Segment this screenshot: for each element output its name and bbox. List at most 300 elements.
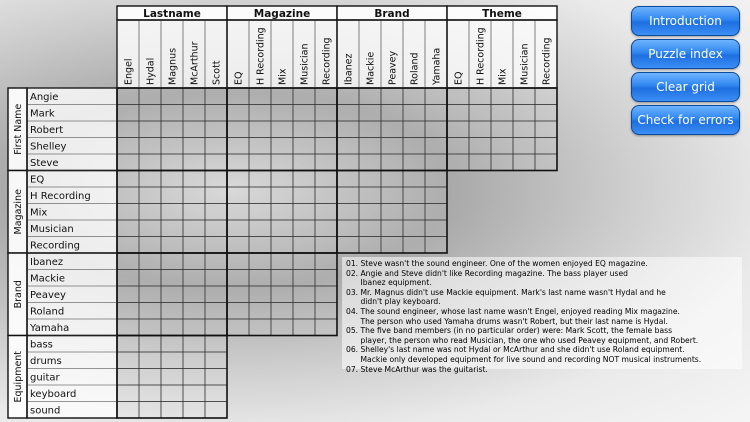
grid-cell[interactable]	[403, 237, 425, 254]
grid-cell[interactable]	[469, 88, 491, 105]
grid-cell[interactable]	[183, 154, 205, 171]
grid-cell[interactable]	[293, 303, 315, 320]
grid-cell[interactable]	[513, 88, 535, 105]
grid-cell[interactable]	[117, 253, 139, 270]
column-label: EQ	[233, 71, 245, 85]
row-group-title: Equipment	[13, 350, 24, 403]
grid-cell[interactable]	[117, 88, 139, 105]
column-label: Mix	[277, 68, 289, 85]
grid-cell[interactable]	[293, 253, 315, 270]
grid-cell[interactable]	[425, 121, 447, 138]
grid-cell[interactable]	[381, 105, 403, 122]
grid-cell[interactable]	[227, 88, 249, 105]
grid-cell[interactable]	[425, 220, 447, 237]
grid-cell[interactable]	[403, 154, 425, 171]
grid-cell[interactable]	[293, 204, 315, 221]
grid-cell[interactable]	[381, 220, 403, 237]
grid-cell[interactable]	[117, 270, 139, 287]
grid-cell[interactable]	[117, 336, 139, 353]
grid-cell[interactable]	[183, 303, 205, 320]
grid-cell[interactable]	[425, 88, 447, 105]
column-label: EQ	[453, 71, 465, 85]
grid-cell[interactable]	[271, 105, 293, 122]
grid-cell[interactable]	[249, 253, 271, 270]
clue-line: 01. Steve wasn't the sound engineer. One of the women enjoyed EQ magazine.	[346, 259, 648, 268]
clue-line: 05. The five band members (in no particular order) were: Mark Scott, the female bass	[346, 326, 673, 336]
grid-cell[interactable]	[205, 303, 227, 320]
grid-cell[interactable]	[359, 121, 381, 138]
grid-cell[interactable]	[117, 286, 139, 303]
grid-cell[interactable]	[293, 138, 315, 155]
grid-cell[interactable]	[293, 237, 315, 254]
grid-cell[interactable]	[205, 204, 227, 221]
grid-cell[interactable]	[293, 187, 315, 204]
grid-cell[interactable]	[227, 286, 249, 303]
grid-cell[interactable]	[403, 138, 425, 155]
grid-cell[interactable]	[227, 253, 249, 270]
grid-cell[interactable]	[183, 385, 205, 402]
grid-cell[interactable]	[403, 204, 425, 221]
grid-cell[interactable]	[315, 154, 337, 171]
grid-cell[interactable]	[293, 88, 315, 105]
grid-cell[interactable]	[293, 220, 315, 237]
grid-cell[interactable]	[425, 105, 447, 122]
grid-cell[interactable]	[271, 187, 293, 204]
grid-cell[interactable]	[227, 204, 249, 221]
column-label: Mackie	[365, 51, 377, 85]
grid-cell[interactable]	[161, 385, 183, 402]
grid-cell[interactable]	[425, 138, 447, 155]
grid-cell[interactable]	[183, 138, 205, 155]
column-label: Magnus	[167, 47, 179, 85]
grid-cell[interactable]	[117, 204, 139, 221]
grid-cell[interactable]	[161, 138, 183, 155]
row-label: Steve	[30, 158, 59, 169]
clear-grid-button[interactable]: Clear grid	[631, 72, 740, 102]
grid-cell[interactable]	[337, 121, 359, 138]
grid-cell[interactable]	[271, 286, 293, 303]
column-label: Recording	[321, 37, 333, 85]
grid-cell[interactable]	[139, 88, 161, 105]
grid-cell[interactable]	[183, 319, 205, 336]
grid-cell[interactable]	[139, 253, 161, 270]
grid-cell[interactable]	[403, 88, 425, 105]
grid-cell[interactable]	[205, 171, 227, 188]
grid-cell[interactable]	[315, 319, 337, 336]
grid-cell[interactable]	[205, 369, 227, 386]
column-label: Musician	[519, 43, 531, 85]
grid-cell[interactable]	[359, 237, 381, 254]
grid-cell[interactable]	[205, 121, 227, 138]
grid-cell[interactable]	[293, 286, 315, 303]
grid-cell[interactable]	[161, 171, 183, 188]
grid-cell[interactable]	[425, 154, 447, 171]
grid-cell[interactable]	[359, 220, 381, 237]
grid-cell[interactable]	[337, 187, 359, 204]
grid-cell[interactable]	[315, 171, 337, 188]
column-label: Scott	[211, 60, 223, 85]
column-label: Recording	[541, 37, 553, 85]
grid-cell[interactable]	[205, 105, 227, 122]
grid-cell[interactable]	[139, 105, 161, 122]
grid-cell[interactable]	[161, 105, 183, 122]
grid-cell[interactable]	[139, 369, 161, 386]
grid-cell[interactable]	[249, 187, 271, 204]
grid-cell[interactable]	[249, 171, 271, 188]
grid-cell[interactable]	[205, 319, 227, 336]
grid-cell[interactable]	[249, 105, 271, 122]
grid-cell[interactable]	[249, 154, 271, 171]
grid-cell[interactable]	[447, 88, 469, 105]
grid-cell[interactable]	[205, 187, 227, 204]
grid-cell[interactable]	[337, 154, 359, 171]
grid-cell[interactable]	[337, 204, 359, 221]
grid-cell[interactable]	[161, 286, 183, 303]
grid-cell[interactable]	[249, 121, 271, 138]
column-label: Ibanez	[343, 53, 355, 85]
grid-cell[interactable]	[249, 88, 271, 105]
grid-cell[interactable]	[359, 154, 381, 171]
grid-cell[interactable]	[381, 138, 403, 155]
clue-line: 04. The sound engineer, whose last name wasn't Engel, enjoyed reading Mix magazine.	[346, 306, 680, 316]
grid-cell[interactable]	[183, 88, 205, 105]
grid-cell[interactable]	[535, 154, 557, 171]
grid-cell[interactable]	[271, 220, 293, 237]
grid-cell[interactable]	[293, 171, 315, 188]
row-label: bass	[30, 339, 53, 351]
grid-cell[interactable]	[117, 105, 139, 122]
grid-cell[interactable]	[117, 171, 139, 188]
clue-line: Mackie only developed equipment for live sound and recording NOT musical instruments.	[346, 354, 702, 364]
grid-cell[interactable]	[513, 138, 535, 155]
grid-cell[interactable]	[249, 319, 271, 336]
grid-cell[interactable]	[315, 303, 337, 320]
grid-cell[interactable]	[491, 121, 513, 138]
grid-cell[interactable]	[403, 105, 425, 122]
grid-cell[interactable]	[249, 270, 271, 287]
grid-cell[interactable]	[249, 204, 271, 221]
grid-cell[interactable]	[205, 385, 227, 402]
grid-cell[interactable]	[381, 237, 403, 254]
grid-cell[interactable]	[183, 369, 205, 386]
grid-cell[interactable]	[183, 220, 205, 237]
grid-cell[interactable]	[249, 303, 271, 320]
grid-cell[interactable]	[403, 121, 425, 138]
grid-cell[interactable]	[161, 220, 183, 237]
grid-cell[interactable]	[183, 187, 205, 204]
grid-cell[interactable]	[161, 319, 183, 336]
grid-cell[interactable]	[139, 237, 161, 254]
grid-cell[interactable]	[271, 154, 293, 171]
grid-cell[interactable]	[359, 187, 381, 204]
column-label: H Recording	[255, 27, 267, 85]
row-label: Mix	[30, 207, 48, 219]
grid-cell[interactable]	[513, 121, 535, 138]
check-errors-button[interactable]: Check for errors	[631, 105, 740, 135]
grid-cell[interactable]	[161, 369, 183, 386]
grid-cell[interactable]	[315, 105, 337, 122]
grid-cell[interactable]	[205, 138, 227, 155]
grid-cell[interactable]	[161, 270, 183, 287]
grid-cell[interactable]	[117, 154, 139, 171]
grid-cell[interactable]	[161, 121, 183, 138]
grid-cell[interactable]	[161, 253, 183, 270]
grid-cell[interactable]	[513, 105, 535, 122]
grid-cell[interactable]	[447, 154, 469, 171]
grid-cell[interactable]	[337, 138, 359, 155]
grid-cell[interactable]	[227, 187, 249, 204]
grid-cell[interactable]	[447, 138, 469, 155]
grid-cell[interactable]	[139, 336, 161, 353]
grid-cell[interactable]	[315, 237, 337, 254]
grid-cell[interactable]	[139, 303, 161, 320]
grid-cell[interactable]	[425, 204, 447, 221]
grid-cell[interactable]	[315, 270, 337, 287]
grid-cell[interactable]	[271, 270, 293, 287]
grid-cell[interactable]	[249, 237, 271, 254]
grid-cell[interactable]	[337, 220, 359, 237]
grid-cell[interactable]	[205, 154, 227, 171]
grid-cell[interactable]	[183, 105, 205, 122]
row-group-title: Magazine	[13, 189, 24, 235]
clue-line: 03. Mr. Magnus didn't use Mackie equipment. Mark's last name wasn't Hydal and he	[346, 287, 666, 297]
row-label: guitar	[30, 372, 60, 384]
grid-cell[interactable]	[403, 171, 425, 188]
grid-cell[interactable]	[227, 171, 249, 188]
puzzle-index-button[interactable]: Puzzle index	[631, 39, 740, 69]
grid-cell[interactable]	[183, 171, 205, 188]
grid-cell[interactable]	[183, 352, 205, 369]
grid-cell[interactable]	[161, 402, 183, 419]
grid-cell[interactable]	[403, 187, 425, 204]
grid-cell[interactable]	[513, 154, 535, 171]
grid-cell[interactable]	[469, 154, 491, 171]
grid-cell[interactable]	[161, 154, 183, 171]
grid-cell[interactable]	[337, 237, 359, 254]
grid-cell[interactable]	[205, 286, 227, 303]
column-label: Engel	[123, 58, 135, 85]
grid-cell[interactable]	[491, 154, 513, 171]
grid-cell[interactable]	[425, 171, 447, 188]
grid-cell[interactable]	[183, 336, 205, 353]
grid-cell[interactable]	[117, 402, 139, 419]
grid-cell[interactable]	[183, 270, 205, 287]
grid-cell[interactable]	[117, 369, 139, 386]
column-group-title: Magazine	[253, 8, 311, 20]
row-label: Roland	[30, 306, 65, 318]
grid-cell[interactable]	[139, 352, 161, 369]
grid-cell[interactable]	[491, 138, 513, 155]
grid-cell[interactable]	[227, 105, 249, 122]
grid-cell[interactable]	[293, 105, 315, 122]
grid-cell[interactable]	[205, 253, 227, 270]
grid-cell[interactable]	[271, 319, 293, 336]
grid-cell[interactable]	[139, 171, 161, 188]
grid-cell[interactable]	[469, 121, 491, 138]
grid-cell[interactable]	[161, 336, 183, 353]
grid-cell[interactable]	[337, 88, 359, 105]
grid-cell[interactable]	[117, 138, 139, 155]
grid-cell[interactable]	[183, 204, 205, 221]
grid-cell[interactable]	[139, 385, 161, 402]
grid-cell[interactable]	[535, 121, 557, 138]
grid-cell[interactable]	[315, 204, 337, 221]
grid-cell[interactable]	[315, 253, 337, 270]
grid-cell[interactable]	[381, 121, 403, 138]
grid-cell[interactable]	[535, 138, 557, 155]
column-label: Mix	[497, 68, 509, 85]
grid-cell[interactable]	[337, 171, 359, 188]
row-label: Shelley	[30, 141, 67, 153]
grid-cell[interactable]	[161, 204, 183, 221]
grid-cell[interactable]	[293, 319, 315, 336]
grid-cell[interactable]	[183, 286, 205, 303]
grid-cell[interactable]	[447, 105, 469, 122]
grid-cell[interactable]	[535, 105, 557, 122]
grid-cell[interactable]	[139, 319, 161, 336]
grid-cell[interactable]	[139, 138, 161, 155]
grid-cell[interactable]	[117, 352, 139, 369]
grid-cell[interactable]	[359, 171, 381, 188]
grid-cell[interactable]	[359, 88, 381, 105]
grid-cell[interactable]	[293, 121, 315, 138]
clue-line: player, the person who read Musician, the one who used Peavey equipment, and Robert.	[346, 335, 699, 345]
grid-cell[interactable]	[359, 138, 381, 155]
grid-cell[interactable]	[161, 352, 183, 369]
grid-cell[interactable]	[315, 121, 337, 138]
row-label: drums	[30, 356, 62, 367]
grid-cell[interactable]	[293, 154, 315, 171]
grid-cell[interactable]	[139, 286, 161, 303]
grid-cell[interactable]	[425, 187, 447, 204]
grid-cell[interactable]	[359, 105, 381, 122]
row-label: EQ	[30, 174, 45, 186]
grid-cell[interactable]	[139, 204, 161, 221]
introduction-button[interactable]: Introduction	[631, 6, 740, 36]
grid-cell[interactable]	[271, 88, 293, 105]
clue-line: 02. Angie and Steve didn't like Recording magazine. The bass player used	[346, 268, 628, 278]
grid-cell[interactable]	[271, 253, 293, 270]
grid-cell[interactable]	[271, 138, 293, 155]
grid-cell[interactable]	[117, 319, 139, 336]
grid-cell[interactable]	[183, 402, 205, 419]
grid-cell[interactable]	[183, 237, 205, 254]
clue-line: The person who used Yamaha drums wasn't Robert, but their last name is Hydal.	[346, 316, 668, 326]
grid-cell[interactable]	[117, 385, 139, 402]
grid-cell[interactable]	[227, 237, 249, 254]
grid-cell[interactable]	[315, 187, 337, 204]
grid-cell[interactable]	[271, 121, 293, 138]
grid-cell[interactable]	[205, 336, 227, 353]
grid-cell[interactable]	[139, 270, 161, 287]
grid-cell[interactable]	[117, 303, 139, 320]
row-label: Musician	[30, 224, 74, 235]
grid-cell[interactable]	[403, 220, 425, 237]
grid-cell[interactable]	[227, 270, 249, 287]
grid-cell[interactable]	[117, 121, 139, 138]
row-label: Angie	[30, 92, 59, 103]
grid-cell[interactable]	[139, 121, 161, 138]
row-label: sound	[30, 405, 61, 417]
grid-cell[interactable]	[183, 121, 205, 138]
grid-cell[interactable]	[271, 303, 293, 320]
grid-cell[interactable]	[293, 270, 315, 287]
grid-cell[interactable]	[271, 171, 293, 188]
grid-cell[interactable]	[469, 105, 491, 122]
grid-cell[interactable]	[227, 154, 249, 171]
grid-cell[interactable]	[227, 220, 249, 237]
row-label: Recording	[30, 240, 81, 252]
grid-cell[interactable]	[205, 88, 227, 105]
grid-cell[interactable]	[227, 138, 249, 155]
grid-cell[interactable]	[227, 303, 249, 320]
column-label: Yamaha	[431, 47, 443, 85]
grid-cell[interactable]	[381, 187, 403, 204]
column-group-title: Theme	[482, 8, 522, 20]
column-label: Hydal	[145, 57, 157, 85]
row-label: keyboard	[30, 389, 77, 400]
grid-cell[interactable]	[491, 88, 513, 105]
grid-cell[interactable]	[205, 220, 227, 237]
grid-cell[interactable]	[139, 187, 161, 204]
grid-cell[interactable]	[271, 237, 293, 254]
grid-cell[interactable]	[359, 204, 381, 221]
grid-cell[interactable]	[315, 286, 337, 303]
grid-cell[interactable]	[183, 253, 205, 270]
grid-cell[interactable]	[117, 220, 139, 237]
grid-cell[interactable]	[117, 187, 139, 204]
grid-cell[interactable]	[447, 121, 469, 138]
grid-cell[interactable]	[381, 171, 403, 188]
grid-cell[interactable]	[491, 105, 513, 122]
grid-cell[interactable]	[117, 237, 139, 254]
grid-cell[interactable]	[227, 319, 249, 336]
grid-cell[interactable]	[139, 154, 161, 171]
grid-cell[interactable]	[161, 303, 183, 320]
column-label: McArthur	[189, 41, 201, 85]
grid-cell[interactable]	[315, 220, 337, 237]
grid-cell[interactable]	[161, 88, 183, 105]
grid-cell[interactable]	[139, 402, 161, 419]
grid-cell[interactable]	[381, 204, 403, 221]
grid-cell[interactable]	[249, 138, 271, 155]
grid-cell[interactable]	[205, 237, 227, 254]
grid-cell[interactable]	[381, 154, 403, 171]
grid-cell[interactable]	[227, 121, 249, 138]
grid-cell[interactable]	[139, 220, 161, 237]
row-label: Yamaha	[30, 323, 70, 334]
grid-cell[interactable]	[205, 270, 227, 287]
column-label: H Recording	[475, 27, 487, 85]
grid-cell[interactable]	[337, 105, 359, 122]
row-label: Mark	[30, 108, 55, 120]
grid-cell[interactable]	[535, 88, 557, 105]
grid-cell[interactable]	[381, 88, 403, 105]
grid-cell[interactable]	[161, 187, 183, 204]
grid-cell[interactable]	[315, 138, 337, 155]
row-label: Mackie	[30, 273, 65, 285]
grid-cell[interactable]	[271, 204, 293, 221]
grid-cell[interactable]	[205, 352, 227, 369]
grid-cell[interactable]	[161, 237, 183, 254]
grid-cell[interactable]	[249, 220, 271, 237]
grid-cell[interactable]	[469, 138, 491, 155]
row-group-title: First Name	[13, 103, 24, 155]
grid-cell[interactable]	[249, 286, 271, 303]
grid-cell[interactable]	[425, 237, 447, 254]
grid-cell[interactable]	[315, 88, 337, 105]
grid-cell[interactable]	[205, 402, 227, 419]
